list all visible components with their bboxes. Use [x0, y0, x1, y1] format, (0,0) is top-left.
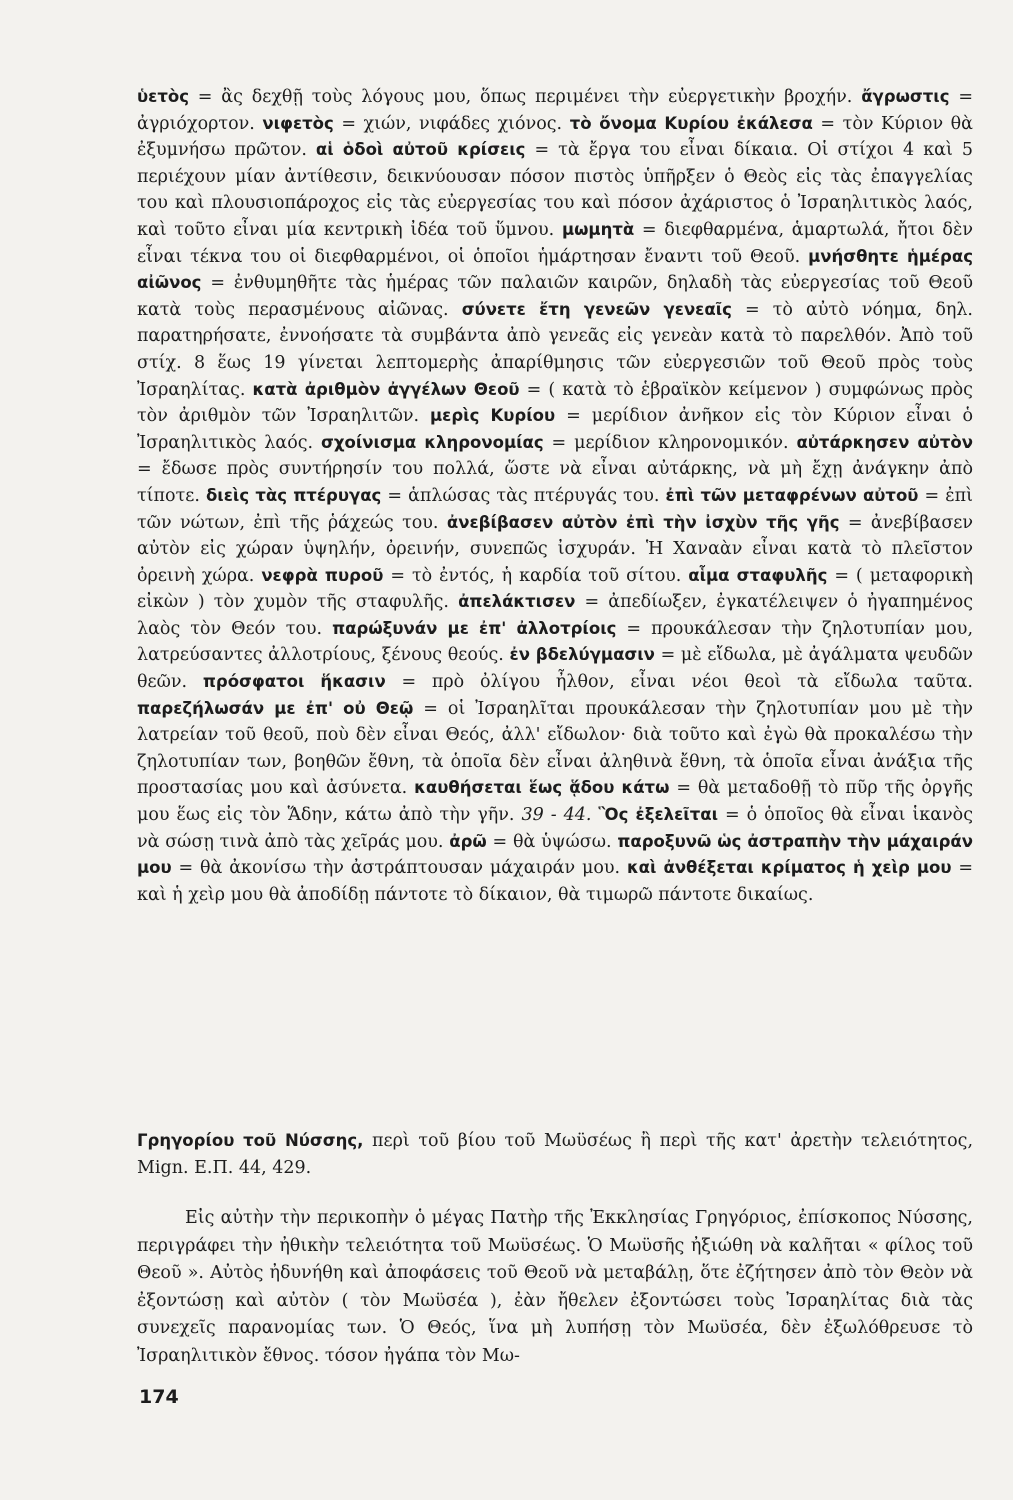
lemma-term: νεφρὰ πυροῦ — [261, 565, 384, 585]
text-run: = θὰ μεταδοθῇ τὸ πῦρ τῆς ὀργῆς μου ἕως εἰς τὸν Ἅδην, κάτω ἀπὸ τὴν γῆν. — [137, 778, 973, 826]
text-run: = ἀπεδίωξεν, ἐγκατέλειψεν ὁ ἠγαπημένος λαὸς τὸν Θεόν του. — [137, 592, 973, 639]
lemma-term: Γρηγορίου τοῦ Νύσσης, — [137, 1131, 364, 1150]
commentary-text — [137, 84, 973, 908]
lemma-term: αἱ ὁδοὶ αὐτοῦ κρίσεις — [315, 140, 526, 160]
lemma-term: ἀνεβίβασεν αὐτὸν ἐπὶ τὴν ἰσχὺν τῆς γῆς — [446, 512, 840, 532]
lemma-term: ἐν βδελύγμασιν — [509, 645, 655, 665]
lemma-term: ἐπὶ τῶν μεταφρένων αὐτοῦ — [665, 485, 919, 505]
lemma-term: πρόσφατοι ἥκασιν — [202, 672, 386, 692]
text-run: = χιών, νιφάδες χιόνος. — [333, 113, 570, 134]
lemma-term: σύνετε ἔτη γενεῶν γενεαῖς — [461, 299, 732, 319]
text-run: = πρὸ ὀλίγου ἦλθον, εἶναι νέοι θεοὶ τὰ εἴδωλα ταῦτα. — [385, 672, 973, 693]
lemma-term: σχοίνισμα κληρονομίας — [321, 432, 544, 452]
text-run: = τὸν Κύριον θὰ ἐξυμνήσω πρῶτον. — [137, 113, 973, 161]
text-run: = οἱ Ἰσραηλῖται προυκάλεσαν τὴν ζηλοτυπίαν μου μὲ τὴν λατρείαν τοῦ θεοῦ, ποὺ δὲν εἶναι Θεός, ἀλλ' εἴδωλον· διὰ τοῦτο καὶ ἐγὼ θὰ προκαλέσω τὴν ζηλοτυπίαν των, βοηθῶν ἔθνη, τὰ ὁποῖα δὲν εἶναι ἀληθινὰ ἔθνη, τὰ ὁποῖα εἶναι ἀνάξια τῆς προστασίας μου καὶ ἀσύνετα. — [137, 698, 973, 799]
lemma-term: παροξυνῶ ὡς ἀστραπὴν τὴν μάχαιράν μου — [137, 831, 974, 878]
text-run: = ἀγριόχορτον. — [137, 87, 973, 134]
text-run: = μερίδιον ἀνῆκον εἰς τὸν Κύριον εἶναι ὁ Ἰσραηλιτικὸς λαός. — [137, 406, 973, 453]
text-run: = μερίδιον κληρονομικόν. — [543, 432, 797, 453]
lemma-term: αὐτάρκησεν αὐτὸν — [796, 432, 974, 452]
lemma-term: διεὶς τὰς πτέρυγας — [205, 485, 382, 505]
lemma-term: νιφετὸς — [262, 113, 334, 133]
patristic-citation — [137, 1127, 973, 1182]
text-run: = τὸ ἐντός, ἡ καρδία τοῦ σίτου. — [383, 565, 689, 586]
lemma-term: ἄγρωστις — [861, 87, 950, 106]
text-run: = ἀνεβίβασεν αὐτὸν εἰς χώραν ὑψηλήν, ὀρεινήν, συνεπῶς ἰσχυράν. Ἡ Χαναὰν εἶναι κατὰ τὸ πλεῖστον ὀρεινὴ χώρα. — [137, 512, 974, 586]
lemma-term: μερὶς Κυρίου — [430, 406, 556, 426]
lemma-term: ἀπελάκτισεν — [458, 592, 576, 612]
text-run: = ἐνθυμηθῆτε τὰς ἡμέρας τῶν παλαιῶν καιρῶν, δηλαδὴ τὰς εὐεργεσίας τοῦ Θεοῦ κατὰ τοὺς περασμένους αἰῶνας. — [137, 273, 973, 320]
text-run: = τὸ αὐτὸ νόημα, δηλ. παρατηρήσατε, ἐννοήσατε τὰ συμβάντα ἀπὸ γενεᾶς εἰς γενεὰν κατὰ τὸ παρελθόν. Ἀπὸ τοῦ στίχ. 8 ἕως 19 γίνεται λεπτομερὴς ἀπαρίθμησις τῶν εὐεργεσιῶν τοῦ Θεοῦ πρὸς τοὺς Ἰσραηλίτας. — [137, 299, 973, 400]
text-run: = προυκάλεσαν τὴν ζηλοτυπίαν μου, λατρεύσαντες ἀλλοτρίους, ξένους θεούς. — [137, 618, 974, 666]
text-run: = θὰ ὑψώσω. — [486, 831, 618, 852]
lemma-term: παρεζήλωσάν με ἐπ' οὐ Θεῷ — [137, 698, 414, 718]
text-run: = ἐπὶ τῶν νώτων, ἐπὶ τῆς ῥάχεώς του. — [137, 485, 973, 533]
lemma-term: κατὰ ἀριθμὸν ἀγγέλων Θεοῦ — [252, 379, 520, 399]
text-run: = θὰ ἀκονίσω τὴν ἀστράπτουσαν μάχαιράν μου. — [171, 858, 627, 879]
lemma-term: Ὃς ἐξελεῖται — [598, 805, 718, 825]
lemma-term: τὸ ὄνομα Κυρίου ἐκάλεσα — [569, 113, 813, 133]
text-run: = μὲ εἴδωλα, μὲ ἀγάλματα ψευδῶν θεῶν. — [137, 645, 973, 693]
text-run: = ὁ ὁποῖος θὰ εἶναι ἱκανὸς νὰ σώσῃ τινὰ ἀπὸ τὰς χεῖράς μου. — [137, 805, 974, 852]
text-run: = ἔδωσε πρὸς συντήρησίν του πολλά, ὥστε νὰ εἶναι αὐτάρκης, νὰ μὴ ἔχῃ ἀνάγκην ἀπὸ τίποτε. — [137, 459, 973, 506]
text-run: = ( μεταφορικὴ εἰκὼν ) τὸν χυμὸν τῆς σταφυλῆς. — [137, 565, 973, 613]
lemma-term: παρώξυνάν με ἐπ' ἀλλοτρίοις — [332, 618, 617, 638]
lemma-term: μωμητὰ — [561, 219, 635, 239]
text-run: = καὶ ἡ χεὶρ μου θὰ ἀποδίδῃ πάντοτε τὸ δίκαιον, θὰ τιμωρῶ πάντοτε δικαίως. — [137, 858, 974, 905]
text-run: = ( κατὰ τὸ ἑβραϊκὸν κείμενον ) συμφώνως πρὸς τὸν ἀριθμὸν τῶν Ἰσραηλιτῶν. — [137, 379, 973, 427]
lemma-term: αἷμα σταφυλῆς — [688, 565, 828, 585]
lemma-term: καὶ ἀνθέξεται κρίματος ἡ χεὶρ μου — [626, 858, 952, 878]
verse-reference: 39 - 44. — [521, 805, 592, 826]
lemma-term: καυθήσεται ἕως ᾅδου κάτω — [414, 778, 670, 798]
lemma-term: ἀρῶ — [449, 831, 487, 851]
text-run: = ἁπλώσας τὰς πτέρυγάς του. — [381, 485, 666, 506]
text-run: = τὰ ἔργα του εἶναι δίκαια. Οἱ στίχοι 4 καὶ 5 περιέχουν μίαν ἀντίθεσιν, δεικνύουσαν πόσον πιστὸς ὑπῆρξεν ὁ Θεὸς εἰς τὰς ἐπαγγελίας του καὶ πλουσιοπάροχος εἰς τὰς εὐεργεσίας του καὶ πόσον ἀχάριστος ὁ Ἰσραηλιτικὸς λαός, καὶ τοῦτο εἶναι μία κεντρικὴ ἰδέα τοῦ ὕμνου. — [137, 140, 973, 240]
text-run: = διεφθαρμένα, ἁμαρτωλά, ἤτοι δὲν εἶναι τέκνα του οἱ διεφθαρμένοι, οἱ ὁποῖοι ἡμάρτησαν ἔναντι τοῦ Θεοῦ. — [137, 219, 973, 267]
lemma-term: ὑετὸς — [137, 87, 189, 106]
text-run: περὶ τοῦ βίου τοῦ Μωϋσέως ἢ περὶ τῆς κατ' ἀρετὴν τελειότητος, Mign. Ε.Π. 44, 429. — [137, 1131, 974, 1178]
body-paragraph — [137, 1205, 973, 1370]
lemma-term: μνήσθητε ἡμέρας αἰῶνος — [137, 246, 973, 293]
text-run: Εἰς αὐτὴν τὴν περικοπὴν ὁ μέγας Πατὴρ τῆς Ἐκκλησίας Γρηγόριος, ἐπίσκοπος Νύσσης, περιγράφει τὴν ἠθικὴν τελειότητα τοῦ Μωϋσέως. Ὁ Μωϋσῆς ἠξιώθη νὰ καλῆται « φίλος τοῦ Θεοῦ ». Αὐτὸς ἠδυνήθη καὶ ἀποφάσεις τοῦ Θεοῦ νὰ μεταβάλῃ, ὅτε ἐζήτησεν ἀπὸ τὸν Θεὸν νὰ ἐξοντώσῃ καὶ αὐτὸν ( τὸν Μωϋσέα ), ἐὰν ἤθελεν ἐξοντώσει τοὺς Ἰσραηλίτας διὰ τὰς συνεχεῖς παρανομίας των. Ὁ Θεός, ἵνα μὴ λυπήσῃ τὸν Μωϋσέα, δὲν ἐξωλόθρευσε τὸ Ἰσραηλιτικὸν ἔθνος. τόσον ἠγάπα τὸν Μω- — [137, 1208, 973, 1366]
text-run: = ἂς δεχθῇ τοὺς λόγους μου, ὅπως περιμένει τὴν εὐεργετικὴν βροχήν. — [188, 87, 862, 107]
page-number: 174 — [139, 1386, 179, 1408]
